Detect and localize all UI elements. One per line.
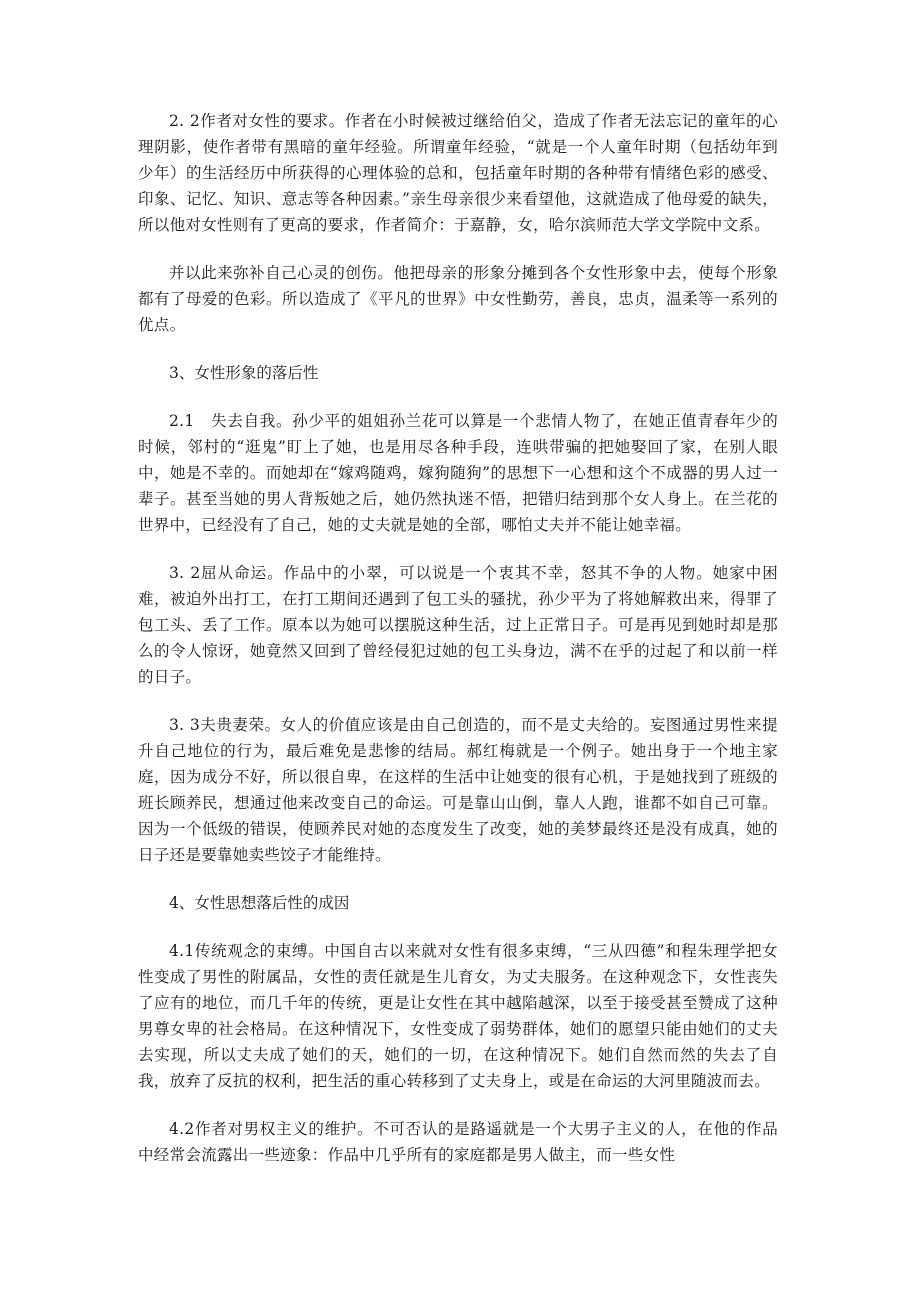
paragraph-2-2: 2. 2作者对女性的要求。作者在小时候被过继给伯父，造成了作者无法忘记的童年的心理阴影，使作者带有黑暗的童年经验。所谓童年经验，“就是一个人童年时期（包括幼年到少年）的生活经历中所获得的心理体验的总和，包括童年时期的各种带有情绪色彩的感受、印象、记忆、知识、意志等各种因素。”亲生母亲很少来看望他，这就造成了他母爱的缺失，所以他对女性则有了更高的要求，作者简介：于嘉静，女，哈尔滨师范大学文学院中文系。	[138, 112, 778, 234]
paragraph-4-2: 4.2作者对男权主义的维护。不可否认的是路遥就是一个大男子主义的人，在他的作品中经常会流露出一些迹象：作品中几乎所有的家庭都是男人做主，而一些女性	[138, 1120, 778, 1164]
paragraph-3-2: 3. 2屈从命运。作品中的小翠，可以说是一个衷其不幸，怒其不争的人物。她家中困难，被迫外出打工，在打工期间还遇到了包工头的骚扰，孙少平为了将她解救出来，得罪了包工头、丢了工作。原本以为她可以摆脱这种生活，过上正常日子。可是再见到她时却是那么的令人惊讶，她竟然又回到了曾经侵犯过她的包工头身边，满不在乎的过起了和以前一样的日子。	[138, 564, 778, 686]
paragraph-4-1: 4.1传统观念的束缚。中国自古以来就对女性有很多束缚，“三从四德”和程朱理学把女性变成了男性的附属品，女性的责任就是生儿育女，为丈夫服务。在这种观念下，女性丧失了应有的地位，而几千年的传统，更是让女性在其中越陷越深，以至于接受甚至赞成了这种男尊女卑的社会格局。在这种情况下，女性变成了弱势群体，她们的愿望只能由她们的丈夫去实现，所以丈夫成了她们的天，她们的一切，在这种情况下。她们自然而然的失去了自我，放弃了反抗的权利，把生活的重心转移到了丈夫身上，或是在命运的大河里随波而去。	[138, 942, 778, 1090]
document-page	[138, 108, 778, 1168]
paragraph-continuation: 并以此来弥补自己心灵的创伤。他把母亲的形象分摊到各个女性形象中去，使每个形象都有了母爱的色彩。所以造成了《平凡的世界》中女性勤劳，善良，忠贞，温柔等一系列的优点。	[138, 264, 778, 334]
paragraph-3-3: 3. 3夫贵妻荣。女人的价值应该是由自己创造的，而不是丈夫给的。妄图通过男性来提升自己地位的行为，最后难免是悲惨的结局。郝红梅就是一个例子。她出身于一个地主家庭，因为成分不好，所以很自卑，在这样的生活中让她变的很有心机，于是她找到了班级的班长顾养民，想通过他来改变自己的命运。可是靠山山倒，靠人人跑，谁都不如自己可靠。因为一个低级的错误，使顾养民对她的态度发生了改变，她的美梦最终还是没有成真，她的日子还是要靠她卖些饺子才能维持。	[138, 716, 778, 864]
paragraph-3-1: 2.1 失去自我。孙少平的姐姐孙兰花可以算是一个悲情人物了，在她正值青春年少的时候，邻村的“逛鬼”盯上了她，也是用尽各种手段，连哄带骗的把她娶回了家，在别人眼中，她是不幸的。而她却在“嫁鸡随鸡，嫁狗随狗”的思想下一心想和这个不成器的男人过一辈子。甚至当她的男人背叛她之后，她仍然执迷不悟，把错归结到那个女人身上。在兰花的世界中，已经没有了自己，她的丈夫就是她的全部，哪怕丈夫并不能让她幸福。	[138, 412, 778, 534]
section-heading-3: 3、女性形象的落后性	[169, 364, 319, 382]
section-heading-4: 4、女性思想落后性的成因	[169, 894, 350, 912]
